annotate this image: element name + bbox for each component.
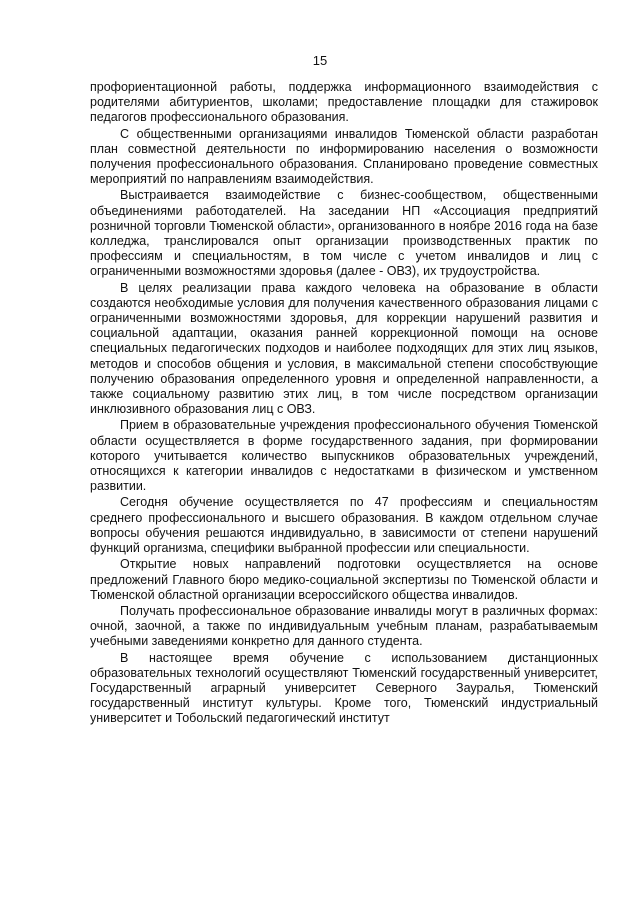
paragraph-distance-learning: В настоящее время обучение с использованием дистанционных образовательных технологий осуществляют Тюменский государственный университет, Государственный аграрный университет Северного Зауралья, Тюменский государственный институт культуры. Кроме того, Тюменский индустриальный университет и Тобольский педагогический институт xyxy=(90,650,598,726)
paragraph-professions-count: Сегодня обучение осуществляется по 47 профессиям и специальностям среднего профессионального и высшего образования. В каждом отдельном случае вопросы обучения решаются индивидуально, в зависимости от степени нарушений функций организма, специфики выбранной профессии или специальности. xyxy=(90,495,598,556)
paragraph-continuation: профориентационной работы, поддержка информационного взаимодействия с родителями абитуриентов, школами; предоставление площадки для стажировок педагогов профессионального образования. xyxy=(90,80,598,125)
paragraph-admission: Прием в образовательные учреждения профессионального обучения Тюменской области осуществляется в форме государственного задания, при формировании которого учитывается количество выпускников образовательных учреждений, относящихся к категории инвалидов с недостатками в физическом и умственном развитии. xyxy=(90,418,598,494)
paragraph-public-organizations: С общественными организациями инвалидов Тюменской области разработан план совместной деятельности по информированию населения о возможности получения профессионального образования. Спланировано проведение совместных мероприятий по направлениям взаимодействия. xyxy=(90,126,598,187)
paragraph-education-forms: Получать профессиональное образование инвалиды могут в различных формах: очной, заочной, а также по индивидуальным учебным планам, разрабатываемым учебными заведениями конкретно для данного студента. xyxy=(90,603,598,649)
page-number: 15 xyxy=(312,53,328,68)
paragraph-education-rights: В целях реализации права каждого человека на образование в области создаются необходимые условия для получения качественного образования лицами с ограниченными возможностями здоровья, для коррекции нарушений развития и социальной адаптации, оказания ранней коррекционной помощи на основе специальных педагогических подходов и наиболее подходящих для этих лиц языков, методов и способов общения и условия, в максимальной степени способствующие получению образования определенного уровня и определенной направленности, а также социальному развитию этих лиц, в том числе посредством организации инклюзивного образования лиц с ОВЗ. xyxy=(90,280,598,417)
paragraph-business-cooperation: Выстраивается взаимодействие с бизнес-сообществом, общественными объединениями работодателей. На заседании НП «Ассоциация предприятий розничной торговли Тюменской области», организованного в ноябре 2016 года на базе колледжа, транслировался опыт организации производственных практик по профессиям и специальностям, в том числе с учетом инвалидов и лиц с ограниченными возможностями здоровья (далее - ОВЗ), их трудоустройства. xyxy=(90,188,598,279)
body-text xyxy=(90,80,598,727)
paragraph-new-directions: Открытие новых направлений подготовки осуществляется на основе предложений Главного бюро медико-социальной экспертизы по Тюменской области и Тюменской областной организации всероссийского общества инвалидов. xyxy=(90,557,598,602)
